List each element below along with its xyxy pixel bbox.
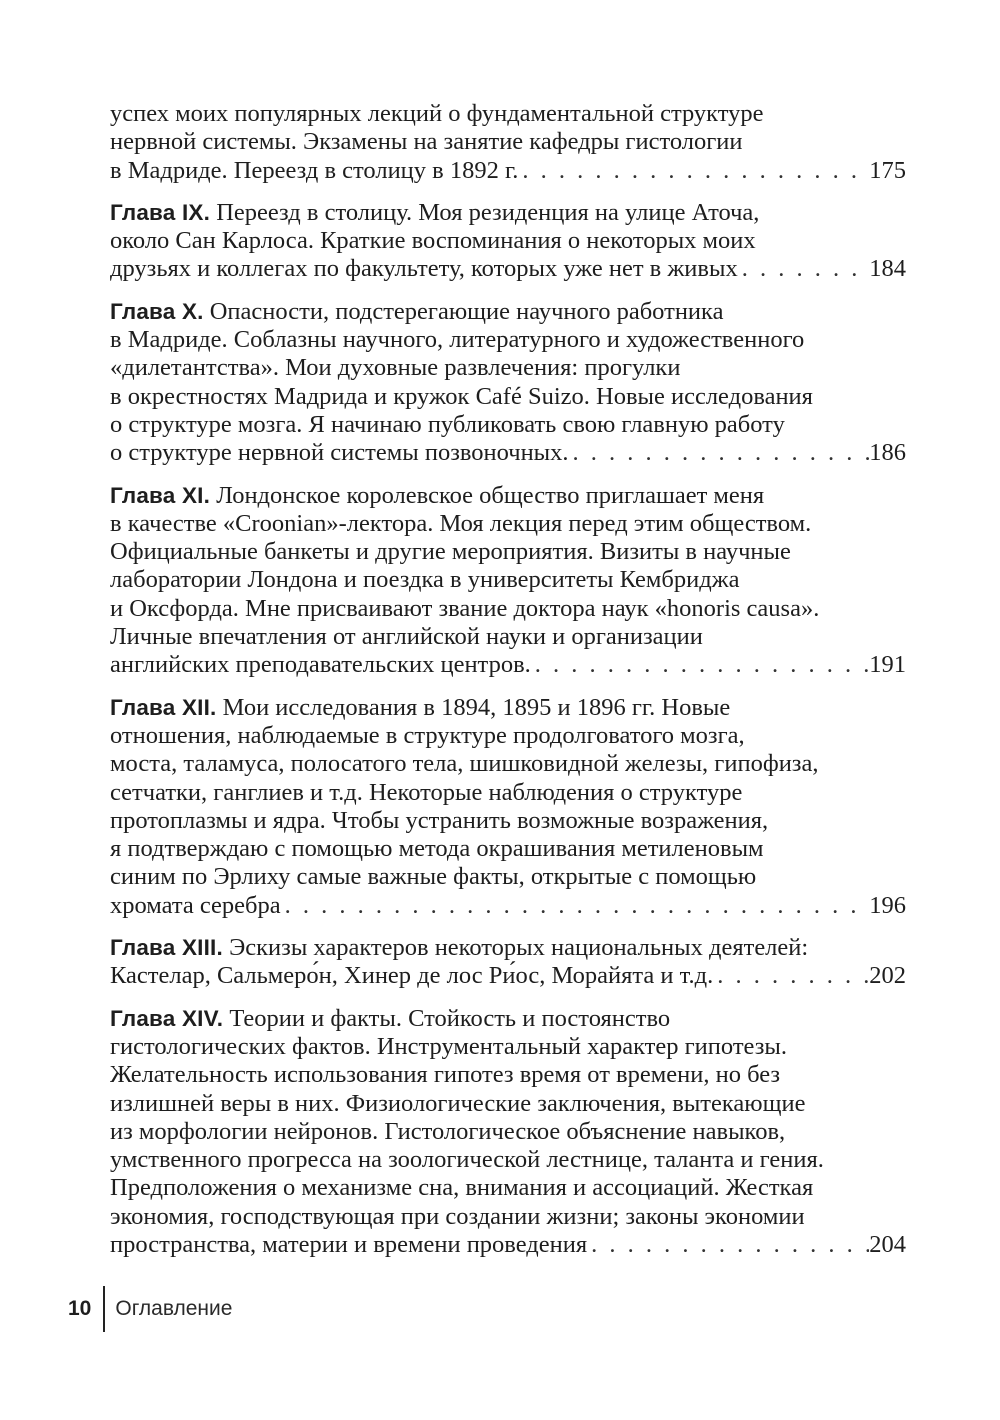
chapter-label: Глава XI. [110, 482, 211, 508]
toc-entry-first-line [110, 934, 906, 962]
toc-page-number: 196 [869, 891, 906, 919]
page-number: 10 [68, 1297, 92, 1320]
toc-entry-line: гистологических фактов. Инструментальный характер гипотезы. [110, 1032, 787, 1060]
dot-leader [281, 892, 870, 920]
toc-entry [110, 1005, 906, 1260]
toc-entry-first-line [110, 694, 906, 722]
toc-entry-text: друзьях и коллегах по факультету, которых уже нет в живых [110, 255, 738, 283]
chapter-label: Глава X. [110, 298, 204, 324]
toc-entry-text: английских преподавательских центров. [110, 651, 531, 679]
dot-leader [713, 962, 869, 990]
dot-leader [569, 439, 870, 467]
toc-entry-last-line [110, 1231, 906, 1259]
toc-entry-line: я подтверждаю с помощью метода окрашивания метиленовым [110, 835, 764, 863]
toc-entry-line: Личные впечатления от английской науки и организации [110, 623, 703, 651]
dot-leader [531, 651, 869, 679]
toc-entry-line: синим по Эрлиху самые важные факты, открытые с помощью [110, 863, 757, 891]
toc-page-number: 175 [869, 156, 906, 184]
toc-entry-line: Официальные банкеты и другие мероприятия. Визиты в научные [110, 538, 791, 566]
toc-entry-line: Желательность использования гипотез время от времени, но без [110, 1061, 781, 1089]
toc-entry-text: Переезд в столицу. Моя резиденция на улице Аточа, [210, 198, 760, 226]
toc-entry-text: о структуре нервной системы позвоночных. [110, 439, 569, 467]
toc-entry-line: отношения, наблюдаемые в структуре продолговатого мозга, [110, 721, 745, 749]
toc-entry-text: Теории и факты. Стойкость и постоянство [223, 1004, 671, 1032]
toc-entry-line: и Оксфорда. Мне присваивают звание доктора наук «honoris causa». [110, 594, 820, 622]
toc-entry-line: экономия, господствующая при создании жизни; законы экономии [110, 1202, 805, 1230]
toc-entry [110, 199, 906, 284]
toc-entry-text: Лондонское королевское общество приглашает меня [210, 481, 765, 509]
toc-entry-last-line [110, 892, 906, 920]
toc-entry-text: Мои исследования в 1894, 1895 и 1896 гг. Новые [216, 693, 731, 721]
toc-entry [110, 298, 906, 468]
toc-entry-line: излишней веры в них. Физиологические заключения, вытекающие [110, 1089, 806, 1117]
dot-leader [518, 157, 869, 185]
toc-entry-line: умственного прогресса на зоологической лестнице, таланта и гения. [110, 1146, 824, 1174]
dot-leader [587, 1231, 869, 1259]
toc-page-number: 186 [869, 439, 906, 467]
running-section-title: Оглавление [115, 1297, 233, 1320]
toc-page-number: 191 [869, 651, 906, 679]
toc-entry-line: около Сан Карлоса. Краткие воспоминания о некоторых моих [110, 227, 756, 255]
toc-entry-line: нервной системы. Экзамены на занятие кафедры гистологии [110, 128, 743, 156]
toc-entry-line: из морфологии нейронов. Гистологическое объяснение навыков, [110, 1117, 786, 1145]
toc-entry [110, 694, 906, 920]
page-footer [68, 1286, 232, 1332]
toc-entry-line: в Мадриде. Соблазны научного, литературного и художественного [110, 326, 805, 354]
toc-entry [110, 100, 906, 185]
toc-entry-text: Эскизы характеров некоторых национальных деятелей: [222, 934, 809, 962]
toc-entry-text: хромата серебра [110, 891, 281, 919]
toc-entry-line: моста, таламуса, полосатого тела, шишковидной железы, гипофиза, [110, 750, 819, 778]
toc-entry-line: «дилетантства». Мои духовные развлечения: прогулки [110, 354, 681, 382]
toc-page-number: 184 [869, 255, 906, 283]
toc-entry [110, 934, 906, 991]
toc-entry-line: сетчатки, ганглиев и т.д. Некоторые наблюдения о структуре [110, 778, 743, 806]
toc-entry-text: Кастелар, Сальмеро́н, Хинер де лос Ри́ос, Морайята и т.д. [110, 962, 714, 990]
toc-entry-line: протоплазмы и ядра. Чтобы устранить возможные возражения, [110, 806, 769, 834]
toc-entry [110, 482, 906, 680]
toc-entry-line: о структуре мозга. Я начинаю публиковать свою главную работу [110, 410, 785, 438]
table-of-contents [110, 100, 906, 1273]
toc-entry-line: в окрестностях Мадрида и кружок Café Suizo. Новые исследования [110, 382, 813, 410]
toc-entry-line: в качестве «Croonian»-лектора. Моя лекция перед этим обществом. [110, 509, 812, 537]
chapter-label: Глава XII. [110, 694, 217, 720]
dot-leader [738, 255, 870, 283]
toc-entry-first-line [110, 482, 906, 510]
toc-page-number: 204 [869, 1230, 906, 1258]
toc-entry-first-line [110, 1005, 906, 1033]
chapter-label: Глава IX. [110, 199, 211, 225]
toc-entry-text: пространства, материи и времени проведения [110, 1230, 588, 1258]
toc-entry-line: успех моих популярных лекций о фундаментальной структуре [110, 100, 764, 127]
toc-entry-last-line [110, 962, 906, 990]
toc-entry-last-line [110, 439, 906, 467]
toc-entry-first-line [110, 199, 906, 227]
toc-entry-last-line [110, 157, 906, 185]
toc-entry-first-line [110, 298, 906, 326]
toc-entry-text: Опасности, подстерегающие научного работника [203, 297, 724, 325]
toc-entry-line: Предположения о механизме сна, внимания и ассоциаций. Жесткая [110, 1174, 814, 1202]
toc-entry-text: в Мадриде. Переезд в столицу в 1892 г. [110, 156, 519, 184]
toc-entry-line: лаборатории Лондона и поездка в университеты Кембриджа [110, 566, 740, 594]
chapter-label: Глава XIV. [110, 1005, 224, 1031]
toc-page-number: 202 [869, 962, 906, 990]
chapter-label: Глава XIII. [110, 935, 223, 961]
toc-entry-last-line [110, 255, 906, 283]
toc-entry-last-line [110, 651, 906, 679]
